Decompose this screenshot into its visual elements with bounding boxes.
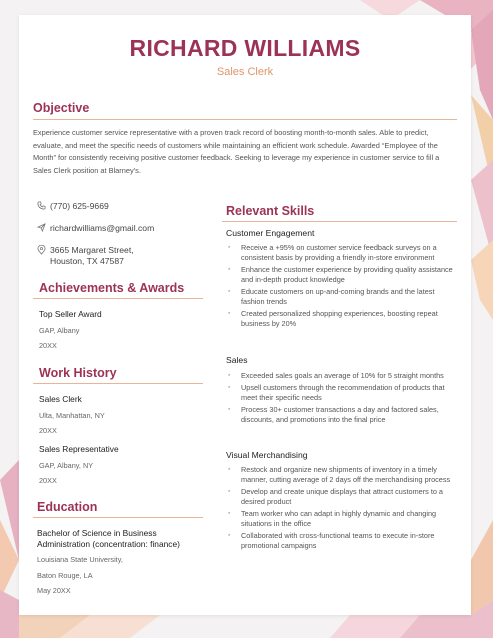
skill-bullet: ▪ Collaborated with cross-functional teams to execute in-store promotional campaigns	[226, 531, 458, 551]
graduation-date: May 20XX	[37, 586, 71, 595]
skill-list	[226, 371, 458, 427]
education-divider	[33, 517, 203, 518]
location-pin-icon	[37, 245, 50, 255]
contact-address	[37, 245, 134, 267]
work-history-heading: Work History	[39, 366, 117, 380]
degree-line-1: Bachelor of Science in Business	[37, 528, 157, 538]
job-org: GAP, Albany, NY	[39, 461, 94, 470]
school-location: Baton Rouge, LA	[37, 571, 93, 580]
address-line-1: 3665 Margaret Street,	[50, 245, 134, 255]
achievements-heading: Achievements & Awards	[39, 281, 185, 295]
degree-line-2: Administration (concentration: finance)	[37, 539, 180, 549]
skill-group-title: Customer Engagement	[226, 228, 315, 238]
objective-divider	[33, 119, 457, 120]
award-title: Top Seller Award	[39, 309, 102, 319]
skill-group-title: Sales	[226, 355, 248, 365]
award-date: 20XX	[39, 341, 57, 350]
job-title: Sales Representative	[39, 444, 119, 454]
objective-heading: Objective	[33, 101, 90, 115]
job-title: Sales Clerk	[39, 394, 82, 404]
school-name: Louisiana State University,	[37, 555, 123, 564]
skill-bullet: ▪ Develop and create unique displays that attract customers to a desired product	[226, 487, 458, 507]
education-heading: Education	[37, 500, 98, 514]
skill-list	[226, 465, 458, 553]
objective-text: Experience customer service representative with a proven track record of boosting month-to-month sales. Able to predict, evaluate, and meet the specific needs of customers while maintaining an efficient work schedule. Awarded “Employee of the Month” for consistently receiving positive customer feedback. Seeking to leverage my experience in customer service to fill a Sales Clerk position at Blarney’s.	[33, 128, 440, 175]
skills-heading: Relevant Skills	[226, 204, 315, 218]
skill-bullet: ▪ Process 30+ customer transactions a day and factored sales, discounts, and promotions into the final price	[226, 405, 458, 425]
skill-bullet: ▪ Educate customers on up-and-coming brands and the latest fashion trends	[226, 287, 458, 307]
skill-bullet: ▪ Enhance the customer experience by providing quality assistance and in-depth product knowledge	[226, 265, 458, 285]
skill-bullet: ▪ Exceeded sales goals an average of 10% for 5 straight months	[226, 371, 458, 381]
contact-phone	[37, 201, 109, 212]
phone-icon	[37, 201, 50, 210]
candidate-title: Sales Clerk	[216, 66, 274, 78]
contact-email	[37, 223, 154, 234]
skill-bullet: ▪ Upsell customers through the recommendation of products that meet their specific needs	[226, 383, 458, 403]
skill-bullet: ▪ Restock and organize new shipments of inventory in a timely manner, cutting average of 2 days off the merchandising process	[226, 465, 458, 485]
skill-bullet: ▪ Receive a +95% on customer service feedback surveys on a consistent basis by providing a friendly in-store environment	[226, 243, 458, 263]
skills-divider	[222, 221, 457, 222]
job-date: 20XX	[39, 476, 57, 485]
award-org: GAP, Albany	[39, 326, 80, 335]
job-org: Ulta, Manhattan, NY	[39, 411, 105, 420]
work-history-divider	[33, 383, 203, 384]
phone-number: (770) 625-9669	[50, 201, 109, 211]
achievements-divider	[33, 298, 203, 299]
candidate-name: RICHARD WILLIAMS	[129, 35, 361, 61]
skill-bullet: ▪ Created personalized shopping experiences, boosting repeat business by 20%	[226, 309, 458, 329]
resume-page	[19, 15, 471, 615]
skill-bullet: ▪ Team worker who can adapt in highly dynamic and changing situations in the office	[226, 509, 458, 529]
send-icon	[37, 223, 50, 232]
skill-list	[226, 243, 458, 331]
skill-group-title: Visual Merchandising	[226, 450, 308, 460]
job-date: 20XX	[39, 426, 57, 435]
address-line-2: Houston, TX 47587	[50, 256, 124, 266]
email-address: richardwilliams@gmail.com	[50, 223, 155, 233]
